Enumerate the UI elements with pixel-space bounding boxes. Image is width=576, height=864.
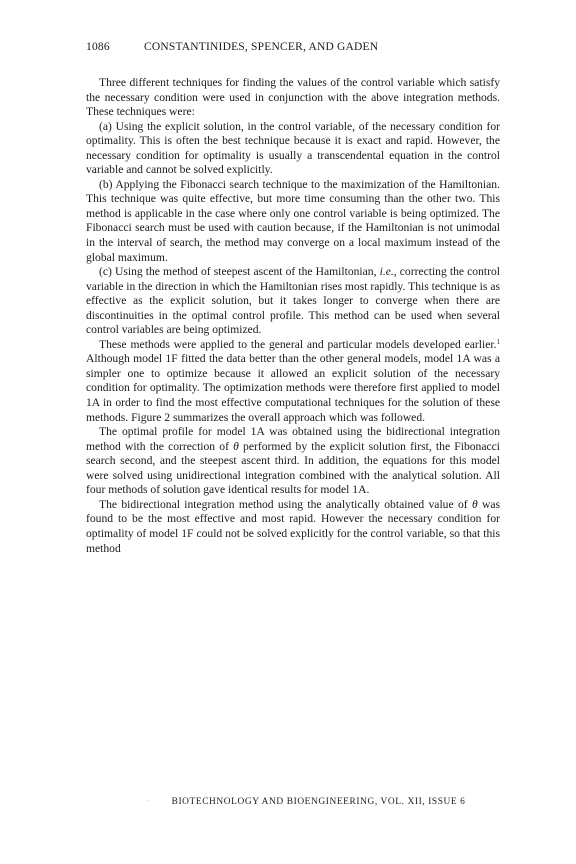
theta-symbol: θ xyxy=(233,439,239,453)
footer-mark: · xyxy=(147,798,150,804)
footnote-ref: 1 xyxy=(496,337,500,346)
paragraph-optimal-profile: The optimal profile for model 1A was obtained using the bidirectional integration method with the correction of θ performed by the explicit solution first, the Fibonacci search second, and the steepest ascent third. In addition, the equations for this model were solved using unidirectional integration combined with the analytical solution. All four methods of solution gave identical results for model 1A. xyxy=(86,425,500,497)
paragraph-technique-b: (b) Applying the Fibonacci search technique to the maximization of the Hamiltonian. This technique was quite effective, but more time consuming than the other two. This method is applicable in the case where only one control variable is being optimized. The Fibonacci search must be used with caution because, if the Hamiltonian is not unimodal in the interval of search, the method may converge on a local maximum instead of the global maximum. xyxy=(86,177,500,264)
journal-page xyxy=(86,40,500,556)
theta-symbol: θ xyxy=(471,497,478,511)
paragraph-bidirectional: The bidirectional integration method using the analytically obtained value of θ was found to be the most effective and most rapid. However the necessary condition for optimality of model 1F could not be solved explicitly for the control variable, so that this method xyxy=(86,497,500,555)
paragraph-technique-a: (a) Using the explicit solution, in the control variable, of the necessary condition for optimality. This is often the best technique because it is exact and rapid. However, the necessary condition for optimality is usually a transcendental equation in the control variable and cannot be solved explicitly. xyxy=(86,119,500,177)
italic-ie: i.e. xyxy=(379,265,394,279)
paragraph-technique-c: (c) Using the method of steepest ascent of the Hamiltonian, i.e., correcting the control variable in the direction in which the Hamiltonian rises most rapidly. This technique is as effective as the explicit solution, but it takes longer to converge when there are discontinuities in the optimal control profile. This method can be used when several control variables are being optimized. xyxy=(86,265,501,337)
paragraph-models: These methods were applied to the general and particular models developed earlier.$^1$ Although model 1F fitted the data better than the other general models, model 1A was a simpler one to optimize because it allowed an explicit solution of the necessary condition for optimality. The optimization methods were therefore first applied to model 1A in order to find the most effective computational techniques for the solution of these methods. Figure 2 summarizes the overall approach which was followed. xyxy=(86,337,500,424)
running-head-authors: CONSTANTINIDES, SPENCER, AND GADEN xyxy=(144,41,379,53)
journal-name: BIOTECHNOLOGY AND BIOENGINEERING, VOL. XII, ISSUE 6 xyxy=(171,797,466,807)
body-text xyxy=(86,76,500,556)
running-head xyxy=(86,40,500,54)
page-number: 1086 xyxy=(86,41,110,53)
paragraph-intro: Three different techniques for finding the values of the control variable which satisfy the necessary condition were used in conjunction with the above integration methods. These techniques were: xyxy=(86,76,500,119)
journal-footer xyxy=(147,795,465,808)
